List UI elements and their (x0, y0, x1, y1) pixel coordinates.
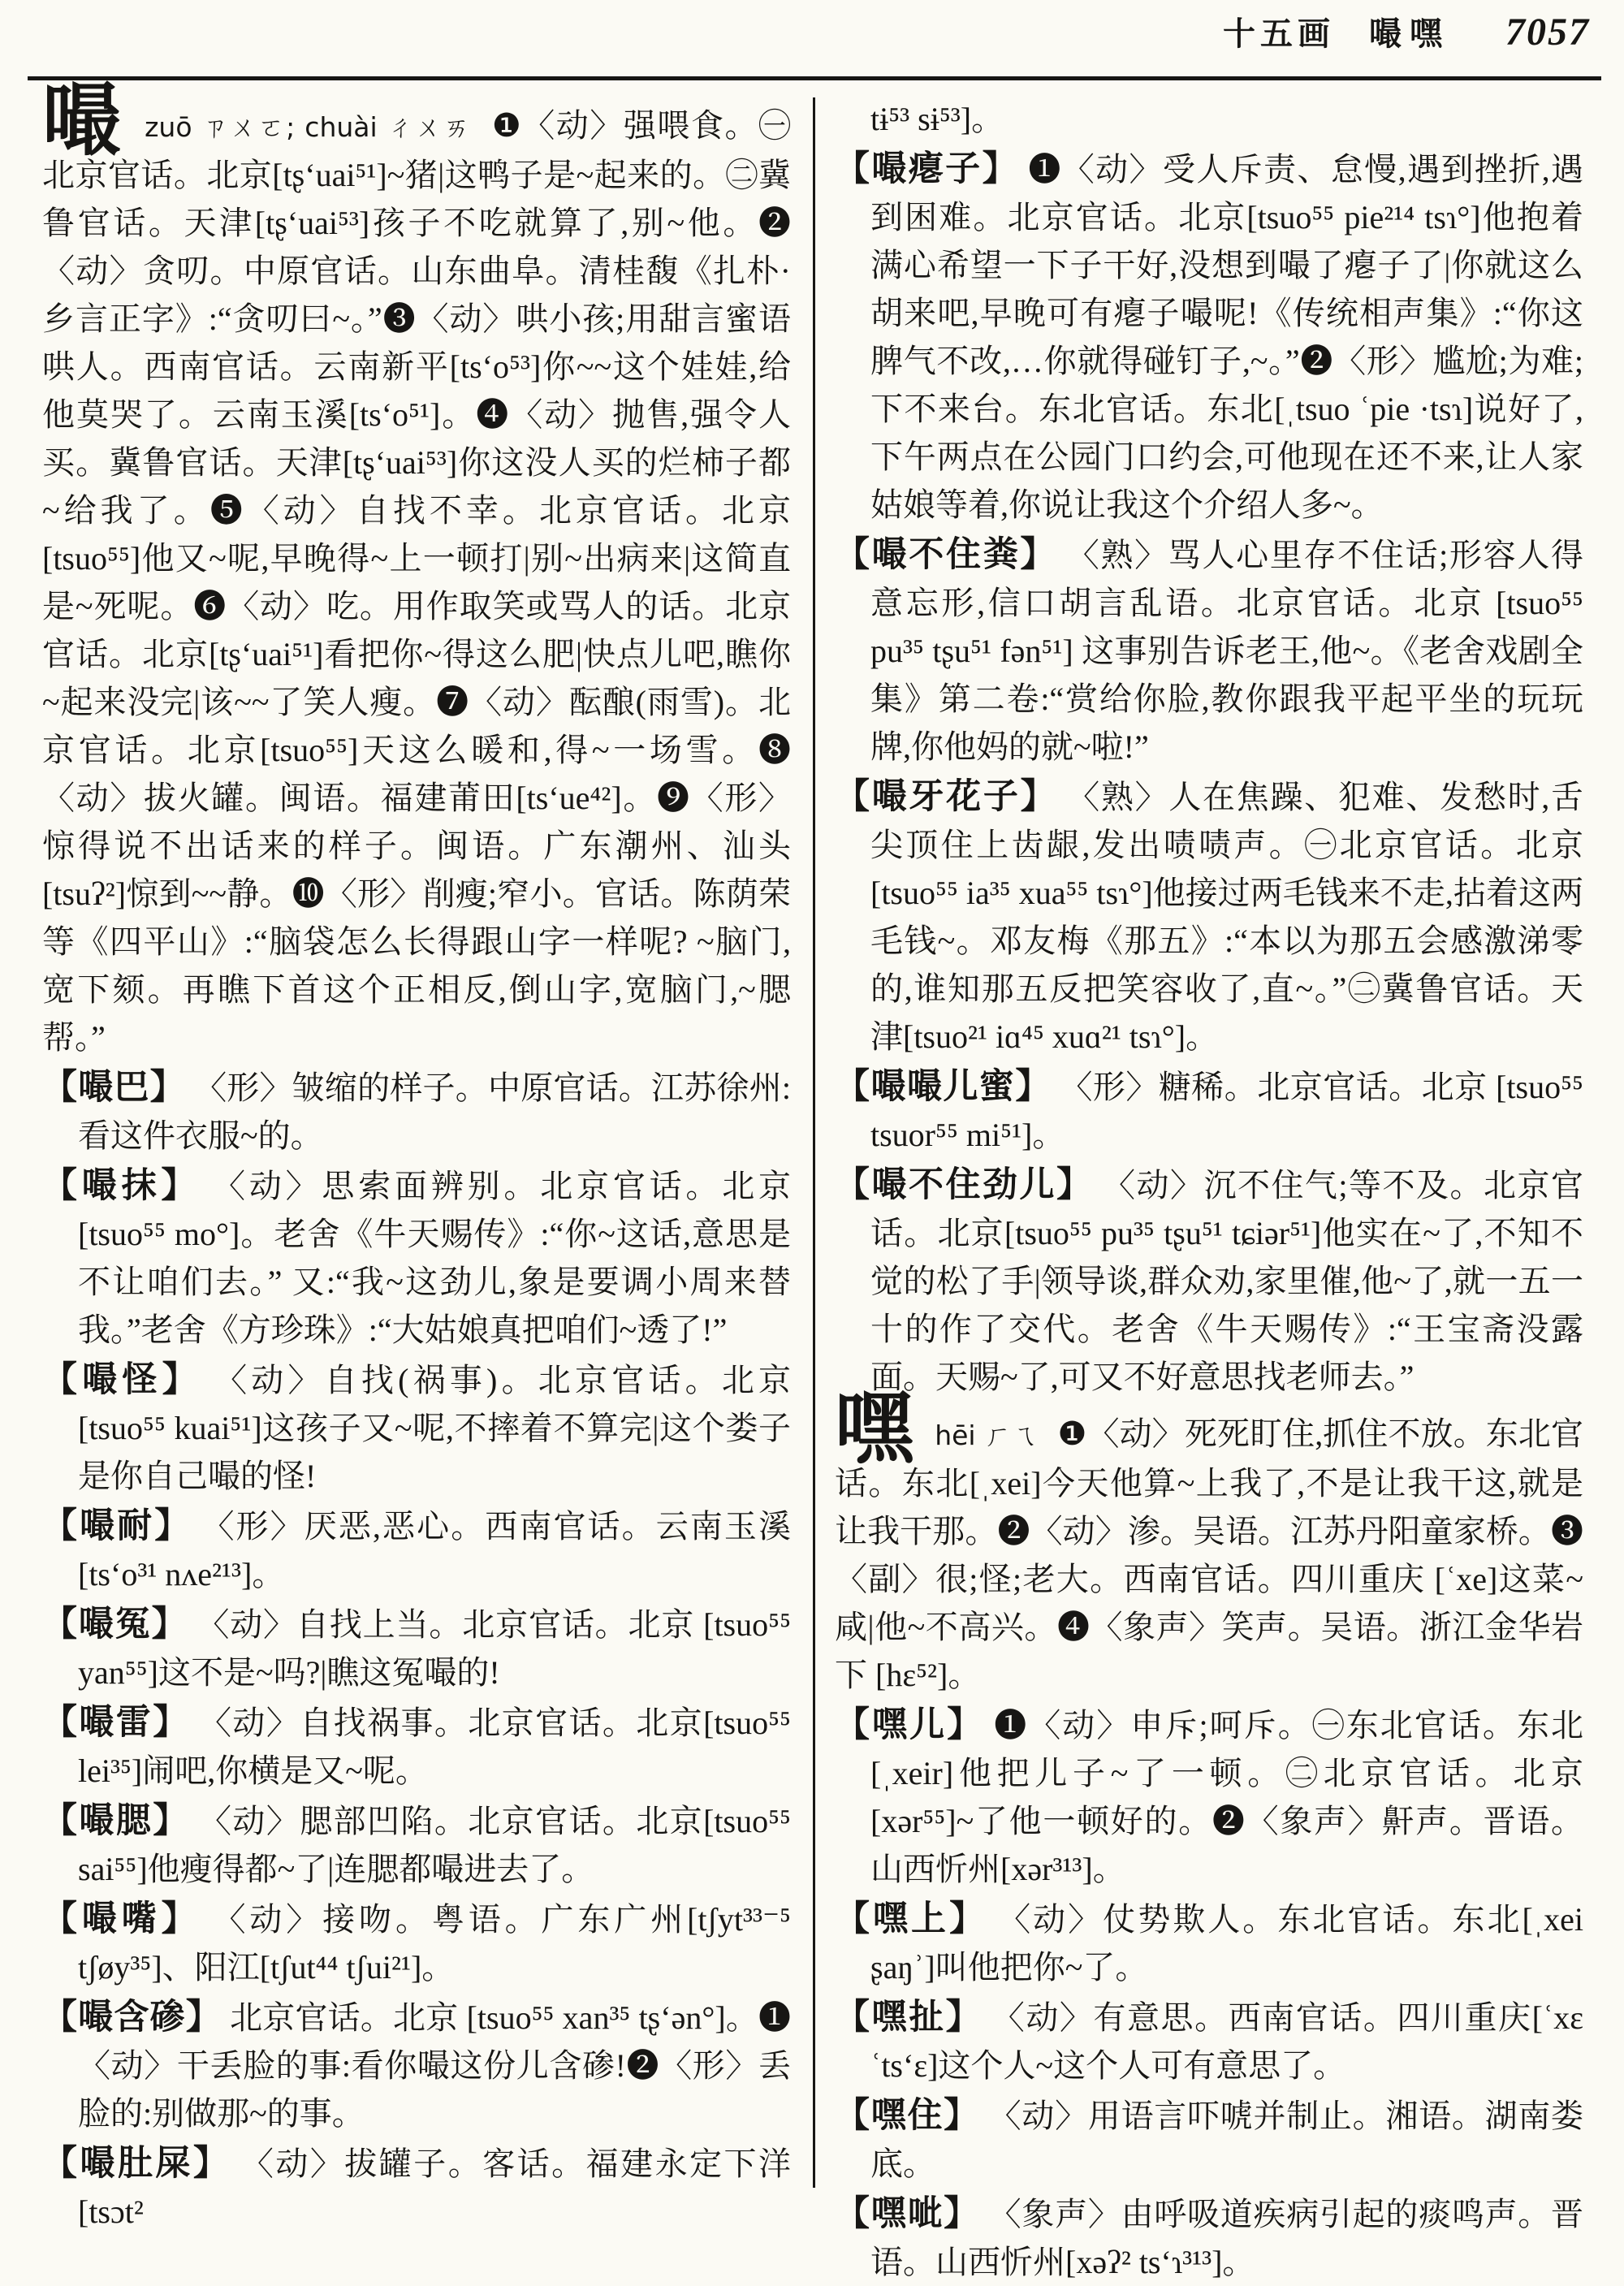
dictionary-entry (42, 1064, 791, 1160)
entry-body: 〈动〉用语言吓唬并制止。湘语。湖南娄底。 (870, 2098, 1584, 2182)
entry-body: 〈动〉仗势欺人。东北官话。东北[ˌxei ʂaŋʾ]叫他把你~了。 (870, 1901, 1584, 1986)
right-column (835, 93, 1584, 2280)
entry-headword: 【嘬冤】 (42, 1605, 188, 1644)
entry-body: 〈形〉皱缩的样子。中原官话。江苏徐州:看这件衣服~的。 (78, 1070, 792, 1154)
entry-body: 〈形〉糖稀。北京官话。北京 [tsuo⁵⁵ tsuor⁵⁵ mi⁵¹]。 (870, 1069, 1584, 1153)
entry-headword: 【嘬雷】 (42, 1704, 190, 1742)
dictionary-entry (42, 1162, 791, 1354)
head-pronunciation: hēi ㄏㄟ (935, 1420, 1039, 1451)
entry-body: 〈动〉自找祸事。北京官话。北京[tsuo⁵⁵ lei³⁵]闹吧,你横是又~呢。 (78, 1705, 792, 1789)
entry-headword: 【嘬嘴】 (42, 1900, 201, 1938)
entry-body: 〈动〉思索面辨别。北京官话。北京 [tsuo⁵⁵ mo°]。老舍《牛天赐传》:“你~这话,意思是不让咱们去。” 又:“我~这劲儿,象是要调小周来替我。”老舍《方珍珠》:“大姑娘真把咱们~透了!” (78, 1168, 792, 1348)
entry-body: ❶〈动〉申斥;呵斥。㊀东北官话。东北[ˌxeir]他把儿子~了一顿。㊁北京官话。北京 [xər⁵⁵]~了他一顿好的。❷〈象声〉鼾声。晋语。山西忻州[xər³¹³]。 (870, 1707, 1584, 1887)
entry-headword: 【嘬含碜】 (42, 1999, 222, 2037)
entry-body: ❶〈动〉受人斥责、怠慢,遇到挫折,遇到困难。北京官话。北京[tsuo⁵⁵ pie²¹⁴ tsɿ°]他抱着满心希望一下子干好,没想到嘬了瘪子了|你就这么胡来吧,早晚可有瘪子嘬呢!《传统相声集》:“你这脾气不改,…你就得碰钉子,~。”❷〈形〉尴尬;为难;下不来台。东北官话。东北[ˌtsuo ʿpie ·tsɿ]说好了,下午两点在公园门口约会,可他现在还不来,让人家姑娘等着,你说让我这个介绍人多~。 (870, 151, 1584, 523)
dictionary-entry (42, 1356, 791, 1500)
entry-body: 〈动〉有意思。西南官话。四川重庆[ʿxɛ ʿts‘ɛ]这个人~这个人可有意思了。 (870, 1999, 1584, 2084)
entry-body: 〈动〉沉不住气;等不及。北京官话。北京[tsuo⁵⁵ pu³⁵ tʂu⁵¹ tɕiər⁵¹]他实在~了,不知不觉的松了手|领导谈,群众劝,家里催,他~了,就一五一十的作了交代。老舍《牛天赐传》:“王宝斋没露面。天赐~了,可又不好意思找老师去。” (870, 1167, 1584, 1395)
dictionary-entry (835, 531, 1583, 771)
entry-headword: 【嘬怪】 (42, 1361, 202, 1399)
dictionary-entry (835, 2190, 1583, 2286)
entry-headword: 【嘬耐】 (42, 1507, 192, 1545)
entry-headword: 【嘬抹】 (42, 1167, 201, 1205)
dictionary-entry (835, 1895, 1583, 1991)
dictionary-entry (42, 1994, 791, 2137)
dictionary-entry (835, 2092, 1583, 2188)
dictionary-entry (42, 1895, 791, 1991)
dictionary-entry (835, 145, 1583, 529)
page-number: 7057 (1505, 11, 1590, 54)
entry-headword: 【嘬不住劲儿】 (835, 1166, 1094, 1204)
entry-headword: 【嘬瘪子】 (835, 150, 1019, 188)
entry-body: 〈熟〉骂人心里存不住话;形容人得意忘形,信口胡言乱语。北京官话。北京 [tsuo⁵⁵ pu³⁵ tʂu⁵¹ fən⁵¹] 这事别告诉老王,他~。《老舍戏剧全集》第二卷:“赏给你脸,教你跟我平起平坐的玩玩牌,你他妈的就~啦!” (870, 537, 1584, 765)
entry-body: ❶〈动〉死死盯住,抓住不放。东北官话。东北[ˌxei]今天他算~上我了,不是让我干这,就是让我干那。❷〈动〉渗。吴语。江苏丹阳童家桥。❸〈副〉很;怪;老大。西南官话。四川重庆 [ʿxe]这菜~咸|他~不高兴。❹〈象声〉笑声。吴语。浙江金华岩下 [hɛ⁵²]。 (835, 1415, 1584, 1693)
column-divider (813, 97, 815, 2188)
dictionary-entry (42, 1797, 791, 1893)
dictionary-entry (42, 1699, 791, 1795)
entry-headword: 【嘬牙花子】 (835, 778, 1058, 816)
dictionary-entry (42, 1502, 791, 1598)
entry-headword: 【嘬腮】 (42, 1802, 190, 1840)
entry-body: 〈象声〉由呼吸道疾病引起的痰鸣声。晋语。山西忻州[xəʔ² ts‘ɿ³¹³]。 (870, 2196, 1584, 2280)
stroke-section-label: 十五画 (1223, 15, 1335, 52)
header-characters: 嘬嘿 (1369, 15, 1450, 52)
entry-headword: 【嘿上】 (835, 1900, 988, 1938)
entry-headword: 【嘬不住粪】 (835, 536, 1058, 574)
continuation-line (835, 95, 1583, 143)
head-character: 嘿 (835, 1386, 914, 1473)
entry-headword: 【嘿呲】 (835, 2195, 980, 2233)
header-rule (28, 76, 1601, 80)
entry-headword: 【嘬嘬儿蜜】 (835, 1068, 1052, 1106)
head-entry (835, 1386, 1584, 1699)
head-character: 嘬 (42, 78, 123, 165)
entry-body: ❶〈动〉强喂食。㊀北京官话。北京[tʂ‘uai⁵¹]~猪|这鸭子是~起来的。㊁冀鲁官话。天津[tʂ‘uai⁵³]孩子不吃就算了,别~他。❷〈动〉贪叨。中原官话。山东曲阜。清桂馥《扎朴·乡言正字》:“贪叨曰~。”❸〈动〉哄小孩;用甜言蜜语哄人。西南官话。云南新平[ts‘o⁵³]你~~这个娃娃,给他莫哭了。云南玉溪[ts‘o⁵¹]。❹〈动〉抛售,强令人买。冀鲁官话。天津[tʂ‘uai⁵³]你这没人买的烂柿子都~给我了。❺〈动〉自找不幸。北京官话。北京[tsuo⁵⁵]他又~呢,早晚得~上一顿打|别~出病来|这简直是~死呢。❻〈动〉吃。用作取笑或骂人的话。北京官话。北京[tʂ‘uai⁵¹]看把你~得这么肥|快点儿吧,瞧你~起来没完|该~~了笑人瘦。❼〈动〉酝酿(雨雪)。北京官话。北京[tsuo⁵⁵]天这么暖和,得~一场雪。❽〈动〉拔火罐。闽语。福建莆田[ts‘ue⁴²]。❾〈形〉惊得说不出话来的样子。闽语。广东潮州、汕头 [tsuʔ²]惊到~~静。❿〈形〉削瘦;窄小。官话。陈荫荣等《四平山》:“脑袋怎么长得跟山字一样呢? ~脑门,宽下颏。再瞧下首这个正相反,倒山字,宽脑门,~腮帮。” (42, 107, 792, 1056)
entry-headword: 【嘬肚屎】 (42, 2145, 231, 2183)
entry-body: tɨ⁵³ sɨ⁵³]。 (870, 101, 1004, 137)
entry-body: 〈动〉自找上当。北京官话。北京 [tsuo⁵⁵ yan⁵⁵]这不是~吗?|瞧这冤嘬的! (78, 1606, 792, 1691)
dictionary-entry (42, 1601, 791, 1696)
entry-body: 〈动〉腮部凹陷。北京官话。北京[tsuo⁵⁵ sai⁵⁵]他瘦得都~了|连腮都嘬进去了。 (78, 1803, 792, 1887)
entry-body: 北京官话。北京 [tsuo⁵⁵ xan³⁵ tʂ‘ən°]。❶〈动〉干丢脸的事:看你嘬这份儿含碜!❷〈形〉丢脸的:别做那~的事。 (78, 1999, 792, 2132)
entry-body: 〈动〉拔罐子。客话。福建永定下洋 [tsɔt² (78, 2146, 792, 2230)
entry-headword: 【嘿住】 (835, 2097, 980, 2135)
dictionary-entry (835, 1994, 1583, 2089)
entry-body: 〈熟〉人在焦躁、犯难、发愁时,舌尖顶住上齿龈,发出啧啧声。㊀北京官话。北京 [tsuo⁵⁵ ia³⁵ xua⁵⁵ tsɿ°]他接过两毛钱来不走,拈着这两毛钱~。邓友梅《那五》:“本以为那五会感激涕零的,谁知那五反把笑容收了,直~。”㊁冀鲁官话。天津[tsuo²¹ iɑ⁴⁵ xuɑ²¹ tsɿ°]。 (870, 779, 1584, 1055)
head-entry (42, 78, 792, 1061)
page-header (0, 8, 1590, 54)
dictionary-entry (835, 1701, 1583, 1893)
entry-headword: 【嘿扯】 (835, 1999, 983, 2037)
dictionary-entry (42, 2140, 791, 2236)
left-column (42, 78, 792, 2230)
entry-body: 〈形〉厌恶,恶心。西南官话。云南玉溪[ts‘o³¹ nʌe²¹³]。 (78, 1508, 792, 1592)
dictionary-entry (835, 1063, 1583, 1159)
entry-headword: 【嘿儿】 (835, 1706, 985, 1744)
two-column-layout (42, 78, 1605, 2280)
dictionary-entry (835, 773, 1583, 1061)
entry-headword: 【嘬巴】 (42, 1069, 186, 1107)
dictionary-entry (835, 1161, 1583, 1401)
head-pronunciation: zuō ㄗㄨㄛ; chuài ㄔㄨㄞ (145, 111, 472, 143)
entry-body: 〈动〉自找(祸事)。北京官话。北京 [tsuo⁵⁵ kuai⁵¹]这孩子又~呢,不摔着不算完|这个娄子是你自己嘬的怪! (78, 1362, 792, 1494)
entry-body: 〈动〉接吻。粤语。广东广州[tʃyt³³⁻⁵ tʃøy³⁵]、阳江[tʃut⁴⁴ tʃui²¹]。 (78, 1901, 792, 1986)
